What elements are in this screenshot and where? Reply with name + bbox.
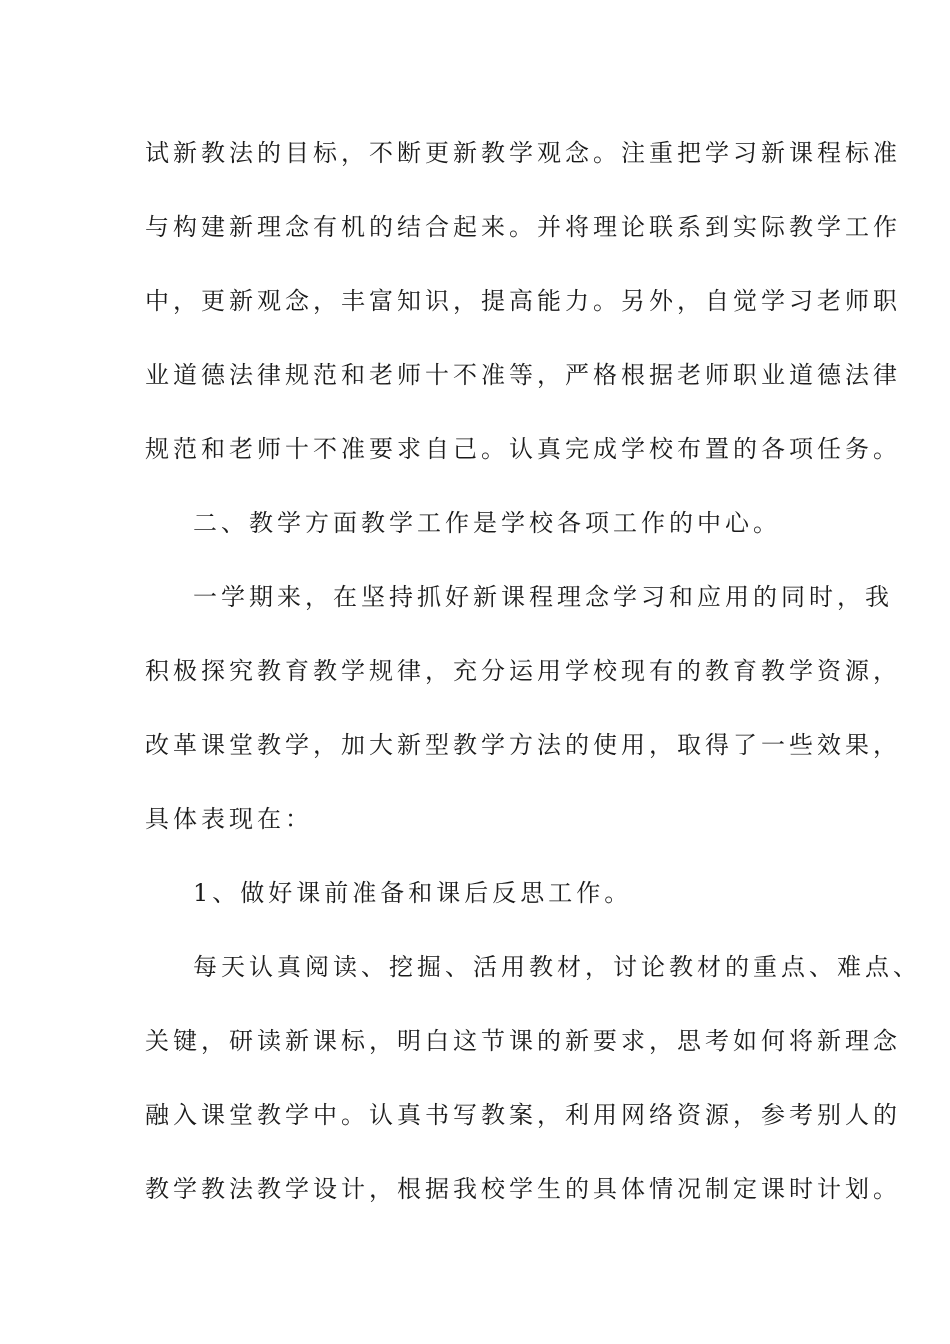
text-line: 每天认真阅读、挖掘、活用教材，讨论教材的重点、难点、: [193, 953, 921, 981]
text-line: 中，更新观念，丰富知识，提高能力。另外，自觉学习老师职: [145, 287, 901, 315]
text-line: 融入课堂教学中。认真书写教案，利用网络资源，参考别人的: [145, 1101, 901, 1129]
text-line: 业道德法律规范和老师十不准等，严格根据老师职业道德法律: [145, 361, 901, 389]
text-line: 关键，研读新课标，明白这节课的新要求，思考如何将新理念: [145, 1027, 901, 1055]
text-line: 具体表现在：: [145, 805, 313, 833]
text-line: 规范和老师十不准要求自己。认真完成学校布置的各项任务。: [145, 435, 901, 463]
text-line: 试新教法的目标，不断更新教学观念。注重把学习新课程标准: [145, 139, 901, 167]
text-line: 积极探究教育教学规律，充分运用学校现有的教育教学资源，: [145, 657, 901, 685]
text-line: 教学教法教学设计，根据我校学生的具体情况制定课时计划。: [145, 1175, 901, 1203]
text-line: 与构建新理念有机的结合起来。并将理论联系到实际教学工作: [145, 213, 901, 241]
text-line: 一学期来，在坚持抓好新课程理念学习和应用的同时，我: [193, 583, 893, 611]
section-heading: 二、教学方面教学工作是学校各项工作的中心。: [193, 509, 781, 537]
text-line: 改革课堂教学，加大新型教学方法的使用，取得了一些效果，: [145, 731, 901, 759]
list-item-heading: 1、做好课前准备和课后反思工作。: [193, 879, 633, 907]
